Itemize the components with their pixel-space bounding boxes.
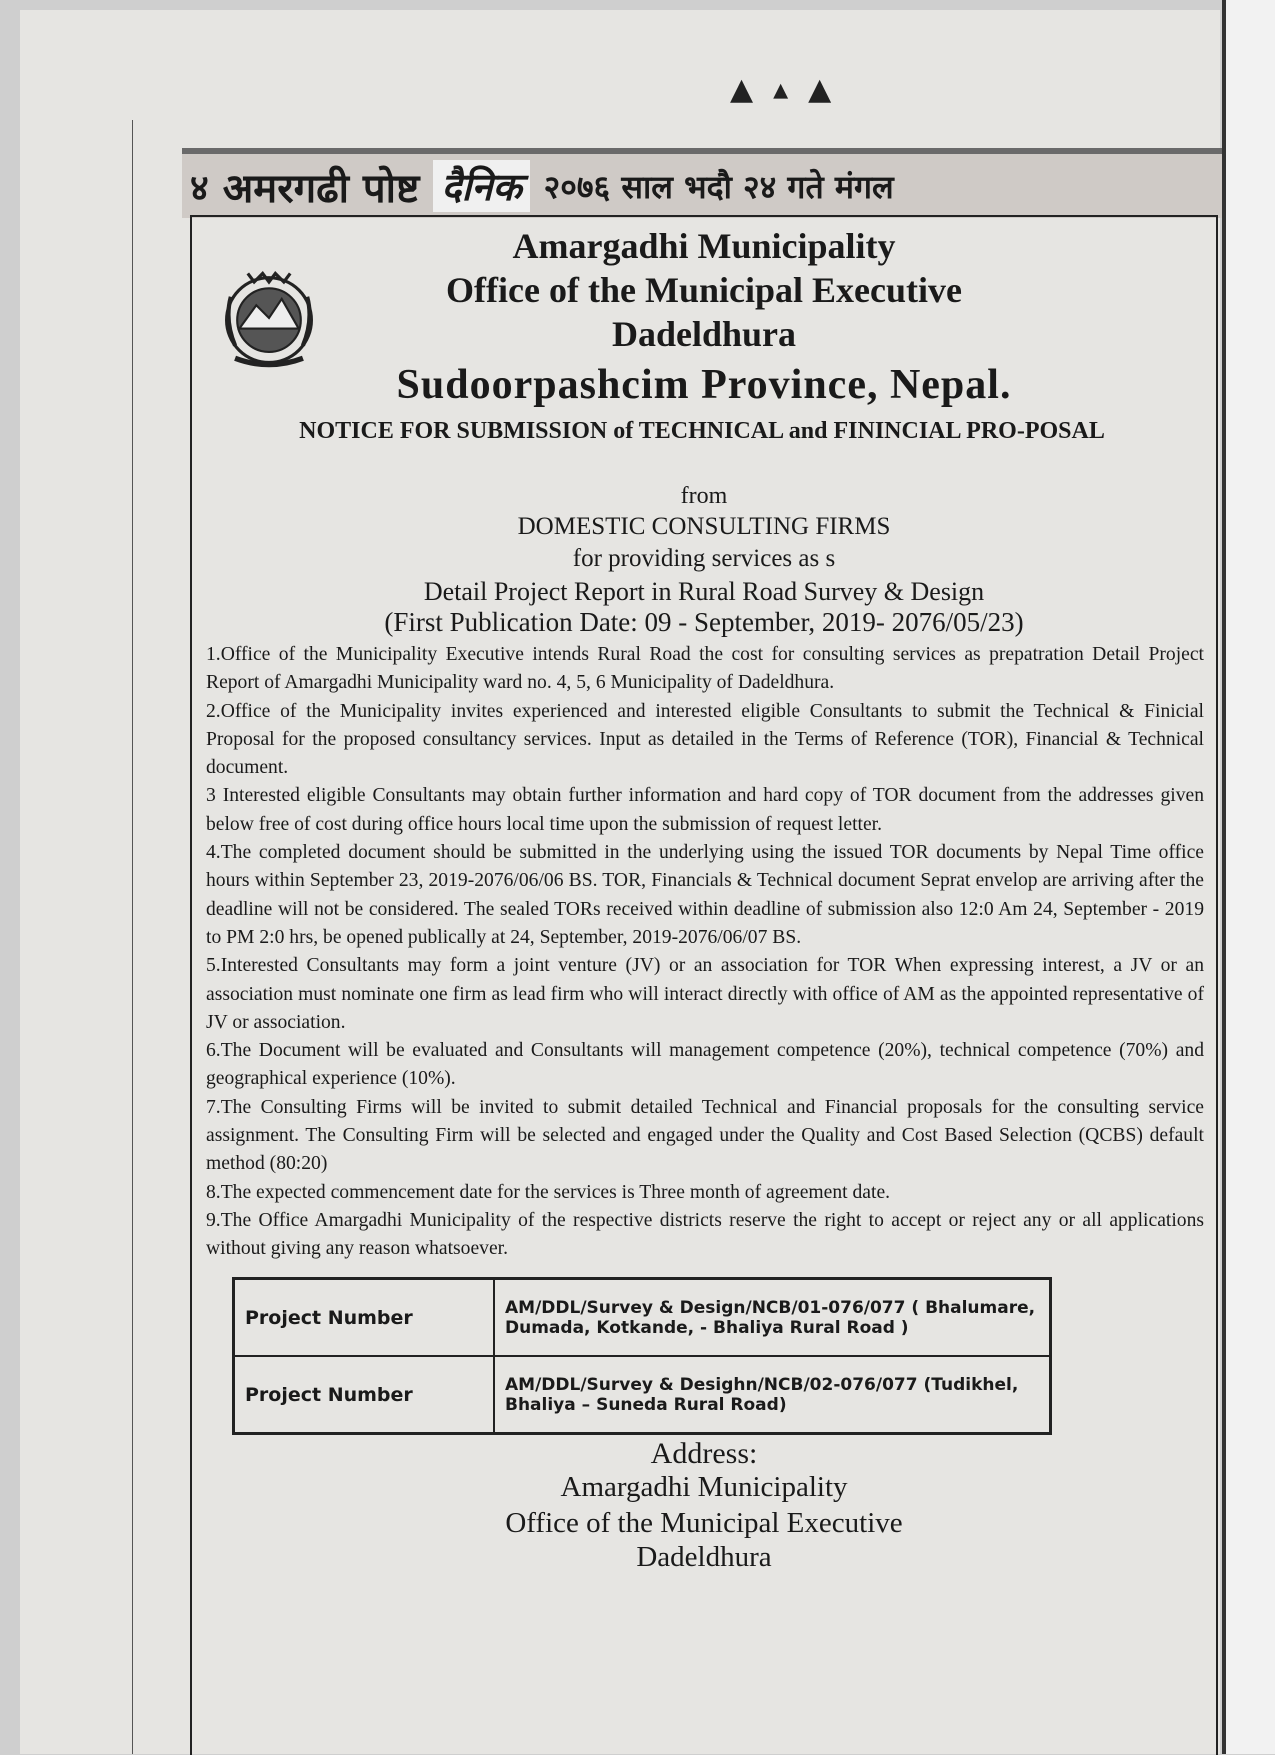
notice-detail: Detail Project Report in Rural Road Survey & Design <box>423 577 985 606</box>
issue-date: २०७६ साल भदौ २४ गते मंगल <box>543 167 894 206</box>
page-number: ४ <box>190 167 209 209</box>
project-value: AM/DDL/Survey & Design/NCB/01-076/077 ( Bhalumare, Dumada, Kotkande, - Bhaliya Rural Road ) <box>494 1279 1051 1357</box>
paragraph-4: 4.The completed document should be submitted in the underlying using the issued TOR documents by Nepal Time office hours within September 23, 2019-2076/06/06 BS. TOR, Financials & Technical document Seprat envelop are arriving after the deadline will not be considered. The sealed TORs received within deadline of submission also 12:0 Am 24, September - 2019 to PM 2:0 hrs, be opened publically at 24, September, 2019-2076/06/07 BS. <box>206 842 1204 948</box>
project-value: AM/DDL/Survey & Desighn/NCB/02-076/077 (Tudikhel, Bhaliya – Suneda Rural Road) <box>494 1356 1051 1434</box>
adjacent-page-edge <box>1222 0 1275 1754</box>
newspaper-masthead <box>182 148 1222 218</box>
header-office: Office of the Municipal Executive <box>446 270 962 310</box>
notice-title: NOTICE FOR SUBMISSION of TECHNICAL and FININCIAL PRO-POSAL <box>299 418 1105 444</box>
paragraph-8: 8.The expected commencement date for the services is Three month of agreement date. <box>206 1181 891 1203</box>
paragraph-7: 7.The Consulting Firms will be invited to submit detailed Technical and Financial proposals for the consulting service assignment. The Consulting Firm will be selected and engaged under the Quality and Cost Based Selection (QCBS) default method (80:20) <box>206 1096 1204 1175</box>
notice-firms: DOMESTIC CONSULTING FIRMS <box>517 513 891 540</box>
paragraph-6: 6.The Document will be evaluated and Consultants will management competence (20%), technical competence (70%) and geographical experience (10%). <box>206 1040 1204 1090</box>
project-label: Project Number <box>234 1279 495 1357</box>
address-line-1: Amargadhi Municipality <box>560 1471 848 1503</box>
daily-label: दैनिक <box>433 160 529 212</box>
print-marks: ▲▴▲ <box>730 72 852 107</box>
notice-body <box>206 641 1204 1264</box>
notice-from: from <box>680 483 728 509</box>
paragraph-9: 9.The Office Amargadhi Municipality of the respective districts reserve the right to accept or reject any or all applications without giving any reason whatsoever. <box>206 1209 1204 1260</box>
header-district: Dadeldhura <box>611 314 797 354</box>
address-line-2: Office of the Municipal Executive <box>505 1507 903 1539</box>
paragraph-1: 1.Office of the Municipality Executive intends Rural Road the cost for consulting services as prepatration Detail Project Report of Amargadhi Municipality ward no. 4, 5, 6 Municipality of Dadeldhura. <box>206 644 1204 694</box>
notice-for: for providing services as s <box>572 545 836 572</box>
project-label: Project Number <box>234 1356 495 1434</box>
margin-rule <box>132 120 133 1754</box>
notice-box <box>190 215 1218 1755</box>
table-row <box>234 1356 1051 1434</box>
project-table <box>232 1277 1052 1435</box>
address-line-3: Dadeldhura <box>636 1541 772 1573</box>
newspaper-name: अमरगढी पोष्ट <box>222 165 420 212</box>
header-province: Sudoorpashcim Province, Nepal. <box>396 362 1012 408</box>
address-heading: Address: <box>650 1437 758 1470</box>
paragraph-5: 5.Interested Consultants may form a joint venture (JV) or an association for TOR When expressing interest, a JV or an association must nominate one firm as lead firm who will interact directly with office of AM as the appointed representative of JV or association. <box>206 955 1204 1033</box>
paragraph-3: 3 Interested eligible Consultants may obtain further information and hard copy of TOR document from the addresses given below free of cost during office hours local time upon the submission of request letter. <box>206 785 1204 835</box>
publication-date: (First Publication Date: 09 - September, 2019- 2076/05/23) <box>384 607 1024 637</box>
header-municipality: Amargadhi Municipality <box>512 226 896 266</box>
table-row <box>234 1279 1051 1357</box>
paragraph-2: 2.Office of the Municipality invites experienced and interested eligible Consultants to submit the Technical & Finicial Proposal for the proposed consultancy services. Input as detailed in the Terms of Reference (TOR), Financial & Technical document. <box>206 700 1204 779</box>
